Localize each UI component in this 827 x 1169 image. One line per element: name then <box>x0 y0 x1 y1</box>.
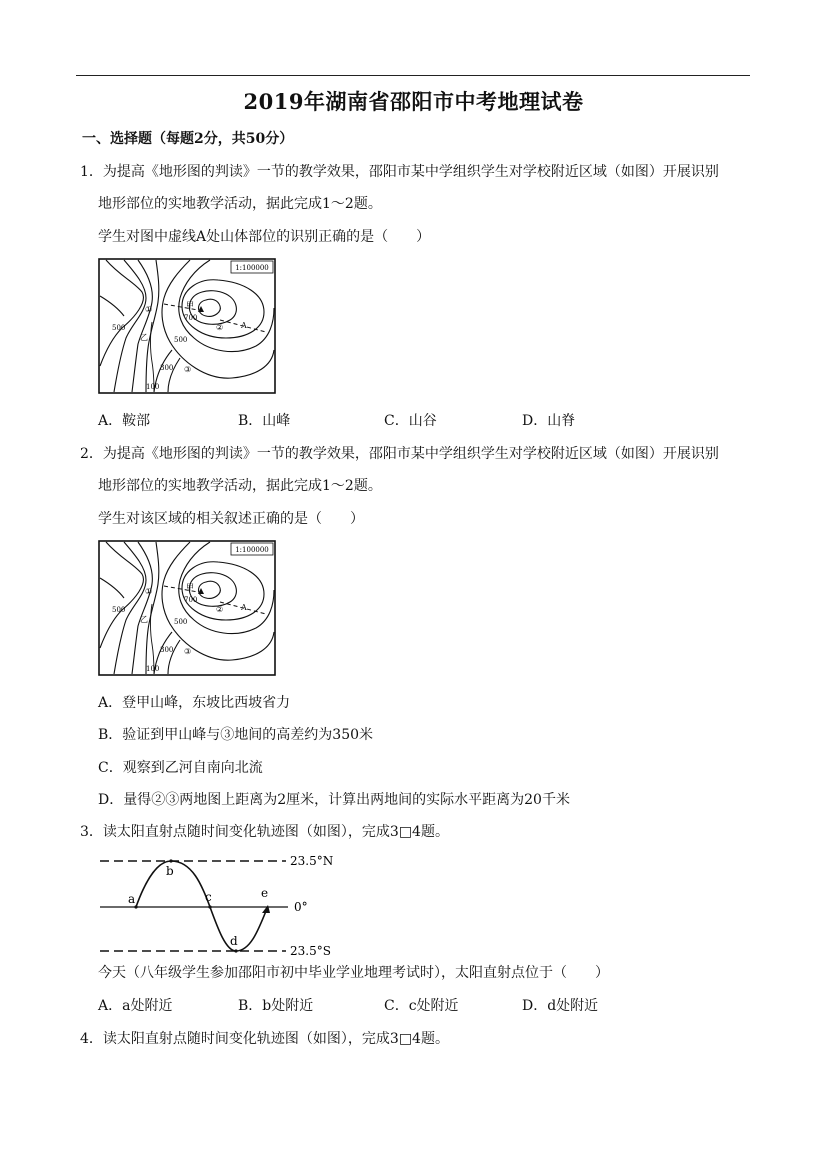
top-rule <box>76 75 750 76</box>
lat-south-label: 23.5°S <box>290 944 331 958</box>
q4-lead: 4．读太阳直射点随时间变化轨迹图（如图），完成3□4题。 <box>80 1031 449 1047</box>
point-a-label: A <box>241 321 247 330</box>
contour-map-2 <box>98 540 276 676</box>
q3-option-b[interactable]: B．b处附近 <box>238 998 314 1014</box>
equator-label: 0° <box>294 900 308 914</box>
circle-2-label: ② <box>216 605 224 614</box>
circle-1-label: ① <box>145 305 153 314</box>
sun-path-figure <box>98 847 343 959</box>
elev-500-west: 500 <box>112 606 126 614</box>
q2-lead: 2．为提高《地形图的判读》一节的教学效果，邵阳市某中学组织学生对学校附近区域（如图）开展识别 <box>80 446 719 462</box>
elev-300: 300 <box>160 364 174 372</box>
elev-100: 100 <box>146 665 160 673</box>
q1-cont: 地形部位的实地教学活动，据此完成1～2题。 <box>98 196 382 212</box>
circle-2-label: ② <box>216 323 224 332</box>
river-label: 乙 <box>140 615 148 624</box>
point-e: e <box>261 886 269 900</box>
q2-option-b[interactable]: B．验证到甲山峰与③地间的高差约为350米 <box>98 727 374 743</box>
map-scale: 1:100000 <box>235 264 269 272</box>
map-scale: 1:100000 <box>235 546 269 554</box>
q1-option-d[interactable]: D．山脊 <box>522 413 576 429</box>
q2-cont: 地形部位的实地教学活动，据此完成1～2题。 <box>98 478 382 494</box>
elev-500-west: 500 <box>112 324 126 332</box>
elev-300: 300 <box>160 646 174 654</box>
q1-option-a[interactable]: A．鞍部 <box>98 413 151 429</box>
q1-option-c[interactable]: C．山谷 <box>384 413 437 429</box>
q1-lead: 1．为提高《地形图的判读》一节的教学效果，邵阳市某中学组织学生对学校附近区域（如图）开展识别 <box>80 164 719 180</box>
page-title: 2019年湖南省邵阳市中考地理试卷 <box>243 89 584 114</box>
section-heading: 一、选择题（每题2分，共50分） <box>82 131 294 147</box>
q3-option-d[interactable]: D．d处附近 <box>522 998 599 1014</box>
q3-lead: 3．读太阳直射点随时间变化轨迹图（如图），完成3□4题。 <box>80 824 449 840</box>
q3-option-a[interactable]: A．a处附近 <box>98 998 173 1014</box>
point-b: b <box>166 864 174 878</box>
elev-500-east: 500 <box>174 618 188 626</box>
q3-option-c[interactable]: C．c处附近 <box>384 998 459 1014</box>
lat-north-label: 23.5°N <box>290 854 334 868</box>
point-c: c <box>205 890 212 904</box>
circle-3-label: ③ <box>184 647 192 656</box>
elev-100: 100 <box>146 383 160 391</box>
elev-700: 700 <box>184 314 198 322</box>
circle-1-label: ① <box>145 587 153 596</box>
river-label: 乙 <box>140 333 148 342</box>
q2-option-a[interactable]: A．登甲山峰，东坡比西坡省力 <box>98 695 291 711</box>
q1-option-b[interactable]: B．山峰 <box>238 413 291 429</box>
q1-stem: 学生对图中虚线A处山体部位的识别正确的是（ ） <box>98 229 431 245</box>
peak-label: 甲 <box>186 583 194 592</box>
elev-700: 700 <box>184 596 198 604</box>
peak-label: 甲 <box>186 301 194 310</box>
circle-3-label: ③ <box>184 365 192 374</box>
point-d: d <box>230 934 238 948</box>
point-a: a <box>128 892 136 906</box>
q2-option-c[interactable]: C．观察到乙河自南向北流 <box>98 760 263 776</box>
contour-map-1 <box>98 258 276 394</box>
q3-stem: 今天（八年级学生参加邵阳市初中毕业学业地理考试时），太阳直射点位于（ ） <box>98 965 609 981</box>
point-a-label: A <box>241 603 247 612</box>
q2-option-d[interactable]: D．量得②③两地图上距离为2厘米，计算出两地间的实际水平距离为20千米 <box>98 792 570 808</box>
elev-500-east: 500 <box>174 336 188 344</box>
q2-stem: 学生对该区域的相关叙述正确的是（ ） <box>98 511 364 527</box>
